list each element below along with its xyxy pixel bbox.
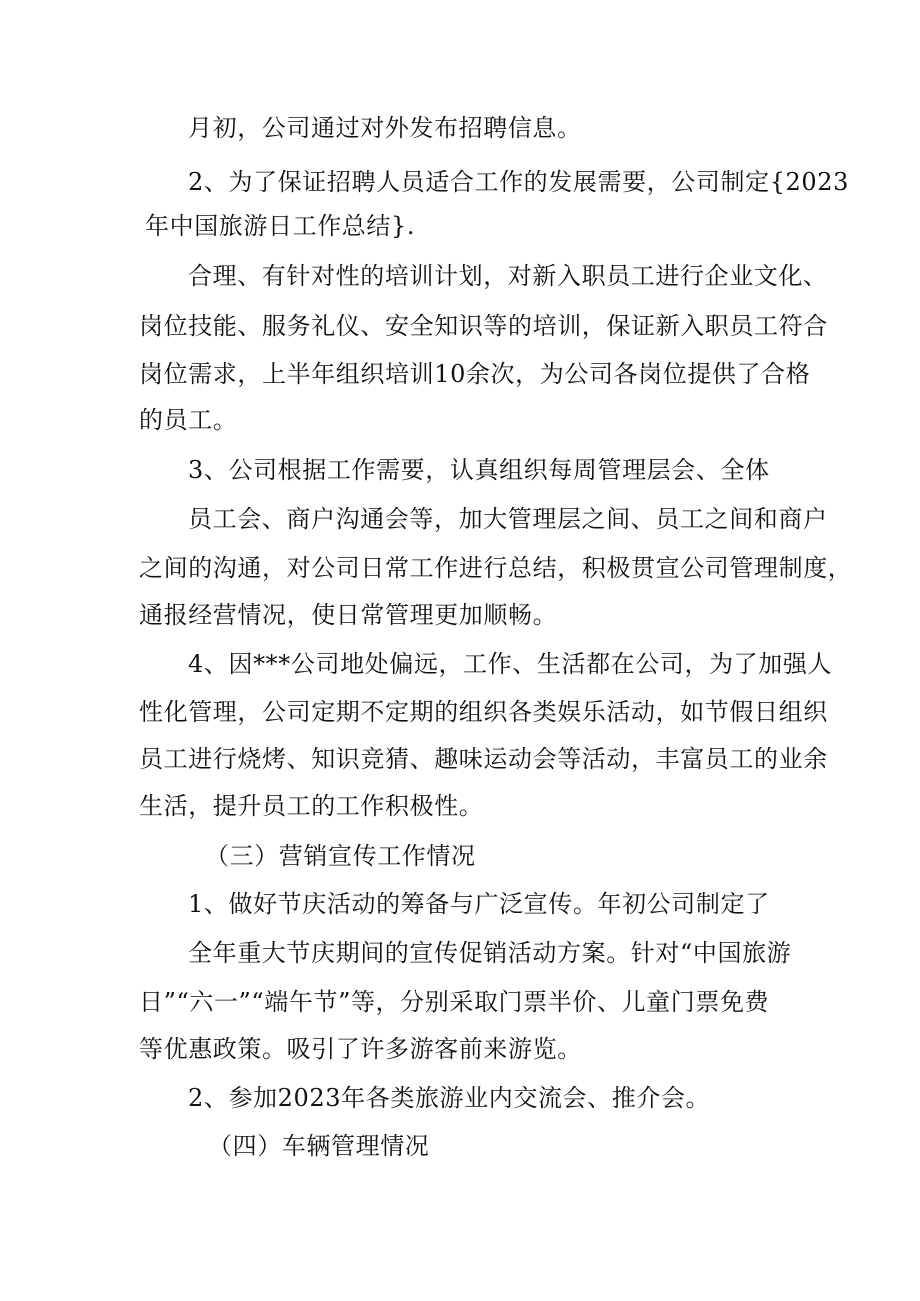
text-line: 通报经营情况，使日常管理更加顺畅。	[139, 601, 558, 629]
text-line: 4、因***公司地处偏远，工作、生活都在公司，为了加强人	[188, 650, 833, 678]
text-line: 3、公司根据工作需要，认真组织每周管理层会、全体	[188, 456, 770, 484]
text-line: 2、为了保证招聘人员适合工作的发展需要，公司制定{2023	[188, 168, 850, 196]
section-heading: （四）车辆管理情况	[208, 1132, 430, 1160]
text-line: 的员工。	[139, 406, 238, 434]
text-line: 之间的沟通，对公司日常工作进行总结，积极贯宣公司管理制度，	[139, 554, 853, 582]
text-line: 合理、有针对性的培训计划，对新入职员工进行企业文化、	[188, 262, 828, 290]
text-line: 月初，公司通过对外发布招聘信息。	[188, 114, 582, 142]
text-line: 全年重大节庆期间的宣传促销活动方案。针对“中国旅游	[188, 939, 792, 967]
text-line: 等优惠政策。吸引了许多游客前来游览。	[139, 1035, 582, 1063]
text-line: 员工会、商户沟通会等，加大管理层之间、员工之间和商户	[188, 505, 828, 533]
text-line: 岗位需求，上半年组织培训10余次，为公司各岗位提供了合格	[139, 360, 811, 388]
text-line: 生活，提升员工的工作积极性。	[139, 792, 484, 820]
text-line: 岗位技能、服务礼仪、安全知识等的培训，保证新入职员工符合	[139, 312, 828, 340]
text-line: 1、做好节庆活动的筹备与广泛宣传。年初公司制定了	[188, 890, 770, 918]
text-line: 年中国旅游日工作总结}.	[145, 212, 416, 240]
text-line: 性化管理，公司定期不定期的组织各类娱乐活动，如节假日组织	[139, 698, 828, 726]
text-line: 2、参加2023年各类旅游业内交流会、推介会。	[188, 1084, 711, 1112]
text-line: 日”“六一”“端午节”等，分别采取门票半价、儿童门票免费	[139, 988, 770, 1016]
section-heading: （三）营销宣传工作情况	[205, 842, 476, 870]
text-line: 员工进行烧烤、知识竞猜、趣味运动会等活动，丰富员工的业余	[139, 745, 828, 773]
